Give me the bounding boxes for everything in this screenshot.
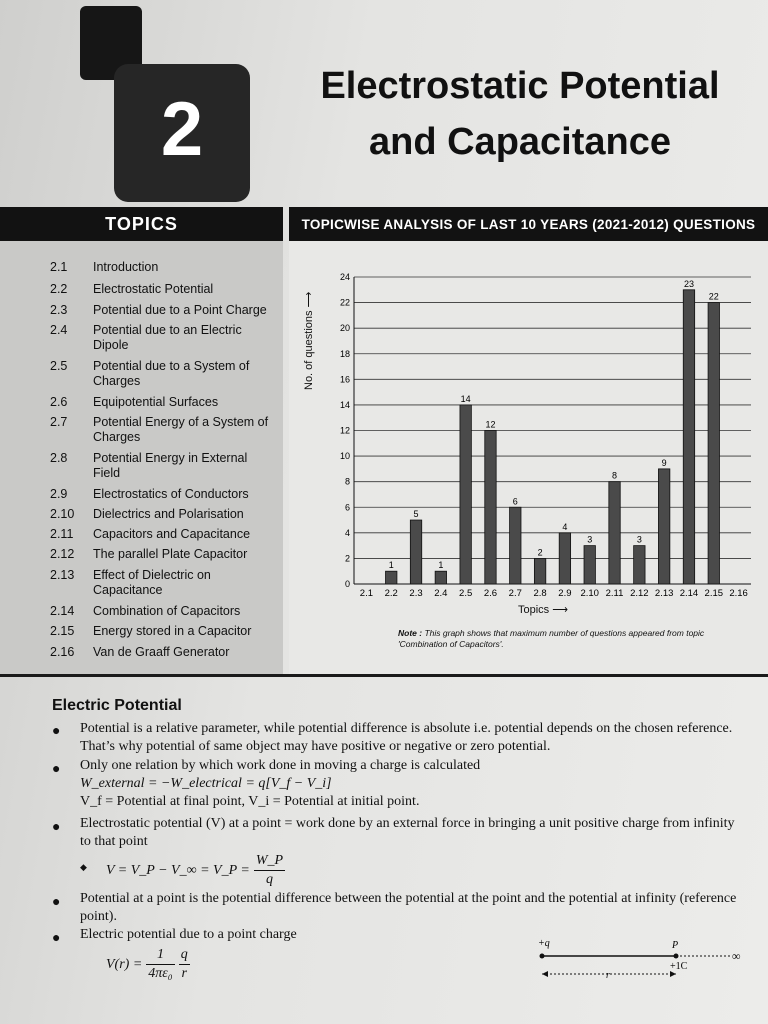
y-tick-label: 22 [339,297,350,308]
topics-header: TOPICS [0,207,283,241]
topic-label: Potential Energy of a System of Charges [93,415,269,444]
bar-data-label: 14 [460,393,471,404]
bar-data-label: 4 [562,521,568,532]
bar [534,558,545,584]
bullet-5-line-1: Electric potential due to a point charge [80,927,297,942]
bullet-icon: ● [52,893,61,909]
section-title: Electric Potential [52,697,182,714]
y-tick-label: 8 [344,476,350,487]
bar [634,546,645,584]
bar-data-label: 9 [661,457,667,468]
bar [683,290,694,584]
y-tick-label: 18 [339,348,350,359]
section-divider [0,674,768,677]
point-charge-fraction-2 [179,946,190,983]
bar-data-label: 3 [587,534,593,545]
point-p-label: P [672,940,679,951]
y-tick-label: 16 [339,374,350,385]
x-tick-label: 2.12 [630,588,649,599]
y-tick-label: 2 [344,553,350,564]
topic-label: Combination of Capacitors [93,604,241,618]
topics-panel [0,241,283,674]
x-tick-label: 2.13 [654,588,674,599]
bar [584,546,595,584]
point-charge-lhs: V(r) = [106,956,143,972]
topic-number: 2.9 [50,487,68,501]
topic-number: 2.1 [50,260,68,274]
chapter-title [300,58,740,170]
point-charge-equation [106,946,190,983]
topic-label: Introduction [93,260,159,274]
x-tick-label: 2.1 [359,588,374,599]
topic-label: The parallel Plate Capacitor [93,547,248,561]
bullet-icon: ● [52,760,61,776]
topic-number: 2.5 [50,359,68,373]
bullet-3-line-1: Electrostatic potential (V) at a point = work done by an external force in bringing a unit positive charge from infinity [80,816,735,831]
topic-number: 2.4 [50,323,68,337]
bar [435,571,446,584]
fraction-numerator: q [179,946,190,965]
bullet-icon: ● [52,929,61,945]
topic-number: 2.7 [50,415,68,429]
topic-number: 2.14 [50,604,75,618]
topic-label: Dielectrics and Polarisation [93,507,244,521]
y-tick-label: 12 [339,425,350,436]
bullet-2-equation: W_external = −W_electrical = q[V_f − V_i] [80,776,332,791]
x-tick-label: 2.16 [729,588,748,599]
chart-note-prefix: Note : [398,628,423,638]
bar-data-label: 1 [388,560,394,571]
bullet-1-line-2: That’s why potential of same object may have positive or negative or zero potential. [80,739,551,754]
topic-number: 2.2 [50,282,68,296]
topic-label: Capacitors and Capacitance [93,527,251,541]
topic-number: 2.10 [50,507,75,521]
chart-note [398,628,738,650]
point-charge-fraction-1 [146,946,174,983]
x-tick-label: 2.4 [434,588,448,599]
fraction-denominator: r [181,966,187,981]
bullet-2-line-3: V_f = Potential at final point, V_i = Potential at initial point. [80,794,420,809]
bar [460,405,471,584]
fraction-denominator: 4πε₀ [148,966,173,981]
topic-number: 2.16 [50,645,75,659]
bullet-icon: ● [52,818,61,834]
distance-label: r [606,970,610,981]
bullet-4-line-1: Potential at a point is the potential difference between the potential at the point and the potential at infinity (reference [80,891,737,906]
topic-label: Potential due to a System of Charges [93,359,250,388]
fraction-numerator: 1 [146,946,174,965]
point-charge-diagram [530,934,760,984]
topic-label: Electrostatic Potential [93,282,214,296]
x-tick-label: 2.15 [704,588,724,599]
topic-number: 2.3 [50,303,68,317]
bullet-2-line-1: Only one relation by which work done in moving a charge is calculated [80,758,481,773]
bar-data-label: 22 [708,291,719,302]
fraction-denominator: q [265,872,273,887]
topic-label: Potential due to an Electric Dipole [93,323,242,352]
x-tick-label: 2.6 [483,588,498,599]
y-tick-label: 0 [344,579,350,589]
y-tick-label: 4 [344,527,350,538]
x-tick-label: 2.14 [679,588,699,599]
infinity-label: ∞ [732,949,741,963]
bar-data-label: 12 [485,419,496,430]
x-tick-label: 2.2 [384,588,398,599]
chapter-title-line2: and Capacitance [369,121,671,163]
x-tick-label: 2.11 [605,588,624,599]
bar-data-label: 23 [683,278,694,289]
bullet-3-equation-lhs: V = V_P − V_∞ = V_P = [106,862,250,878]
topic-number: 2.13 [50,568,75,582]
bar [410,520,421,584]
chapter-badge [114,64,250,202]
topic-number: 2.11 [50,527,74,541]
topic-label: Potential due to a Point Charge [93,303,267,317]
y-tick-label: 20 [339,323,350,334]
bar-data-label: 5 [413,509,419,520]
bar-data-label: 6 [512,496,518,507]
bullet-3-line-2: to that point [80,834,148,849]
topic-number: 2.15 [50,624,75,638]
y-tick-label: 24 [339,272,350,282]
x-tick-label: 2.10 [580,588,599,599]
bullet-3-fraction [254,852,285,889]
sub-bullet-icon: ◆ [80,862,87,872]
bar-data-label: 8 [612,470,618,481]
x-tick-label: 2.9 [558,588,572,599]
bullet-icon: ● [52,722,61,738]
topic-number: 2.12 [50,547,75,561]
topic-label: Van de Graaff Generator [93,645,230,659]
bar-chart [289,241,768,606]
fraction-numerator: W_P [254,852,285,871]
x-tick-label: 2.8 [533,588,547,599]
bar [510,507,521,584]
bar-data-label: 1 [438,560,444,571]
bar-data-label: 3 [636,534,642,545]
y-tick-label: 14 [339,399,350,410]
chart-note-text: This graph shows that maximum number of questions appeared from topic 'Combination of Capacitors'. [398,628,705,649]
bar [609,482,620,584]
x-tick-label: 2.7 [508,588,522,599]
chart-y-axis-label: No. of questions ⟶ [303,291,315,390]
topic-label: Equipotential Surfaces [93,395,219,409]
analysis-header: TOPICWISE ANALYSIS OF LAST 10 YEARS (2021-2012) QUESTIONS [289,207,768,241]
x-tick-label: 2.5 [459,588,473,599]
chapter-title-line1: Electrostatic Potential [320,65,720,107]
chart-x-axis-label: Topics ⟶ [518,604,569,616]
topic-label: Effect of Dielectric on Capacitance [93,568,211,597]
topic-label: Electrostatics of Conductors [93,487,249,501]
chapter-number: 2 [160,87,204,172]
topic-number: 2.8 [50,451,68,465]
y-tick-label: 6 [344,502,350,513]
bar [386,571,397,584]
bar [658,469,669,584]
x-tick-label: 2.3 [409,588,423,599]
bar [559,533,570,584]
bar [485,431,496,585]
charge-label: +q [538,938,550,949]
bar [708,303,719,584]
bullet-3-equation [106,852,285,889]
topic-number: 2.6 [50,395,68,409]
bullet-1-line-1: Potential is a relative parameter, while potential difference is absolute i.e. potential depends on the chosen reference. [80,721,733,736]
y-tick-label: 10 [339,451,350,462]
bar-data-label: 2 [537,547,543,558]
bullet-4-line-2: point). [80,909,117,924]
topic-label: Potential Energy in External Field [93,451,248,480]
topic-label: Energy stored in a Capacitor [93,624,252,638]
unit-charge-label: +1C [670,961,688,972]
